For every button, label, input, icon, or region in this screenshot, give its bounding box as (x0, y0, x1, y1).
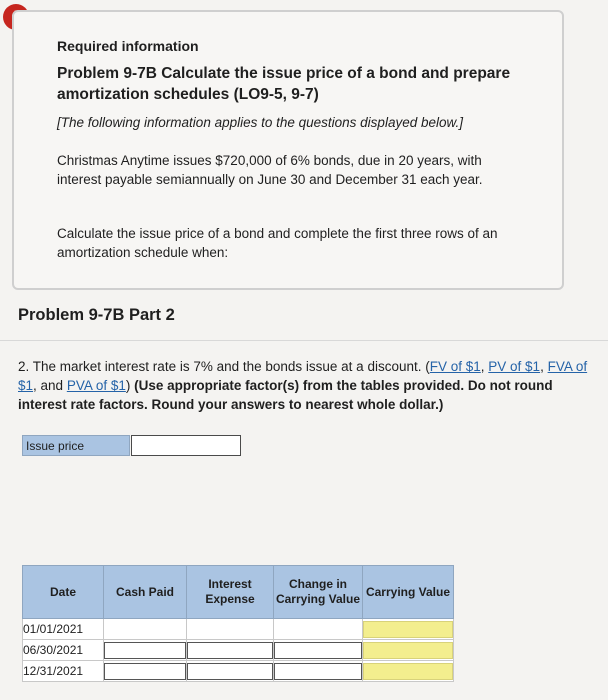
interest-expense-cell (187, 619, 274, 640)
carrying-value-input[interactable] (363, 640, 454, 661)
change-carrying-input[interactable] (274, 640, 363, 661)
amortization-table (22, 565, 454, 682)
issue-price-input[interactable] (131, 435, 241, 456)
fv-link[interactable]: FV of $1 (429, 359, 481, 374)
required-info-heading: Required information (57, 38, 199, 54)
divider (0, 340, 608, 341)
separator: , (540, 359, 548, 374)
question-text (18, 357, 598, 414)
pva-link[interactable]: PVA of $1 (66, 378, 126, 393)
header-change-carrying-value: Change in Carrying Value (274, 566, 363, 619)
change-carrying-cell (274, 619, 363, 640)
separator: , (480, 359, 489, 374)
table-row (23, 661, 454, 682)
date-cell: 12/31/2021 (23, 661, 104, 682)
header-interest-expense: Interest Expense (187, 566, 274, 619)
issue-price-label: Issue price (22, 435, 130, 456)
separator: , and (33, 378, 67, 393)
carrying-value-input[interactable] (363, 661, 454, 682)
table-row (23, 640, 454, 661)
table-header-row (23, 566, 454, 619)
part-title: Problem 9-7B Part 2 (18, 306, 175, 324)
calc-instruction: Calculate the issue price of a bond and complete the first three rows of an amortization schedule when: (57, 226, 498, 260)
table-row (23, 619, 454, 640)
problem-title: Problem 9-7B Calculate the issue price of a bond and prepare amortization schedules (LO9-5, 9-7) (57, 65, 511, 103)
header-carrying-value: Carrying Value (363, 566, 454, 619)
scenario-text: Christmas Anytime issues $720,000 of 6% bonds, due in 20 years, with interest payable semiannually on June 30 and December 31 each year. (57, 153, 483, 187)
question-lead: 2. The market interest rate is 7% and the bonds issue at a discount. ( (18, 359, 430, 374)
header-date: Date (23, 566, 104, 619)
pv-link[interactable]: PV of $1 (488, 359, 541, 374)
cash-paid-input[interactable] (104, 640, 187, 661)
info-note: [The following information applies to the questions displayed below.] (57, 115, 463, 130)
cash-paid-input[interactable] (104, 661, 187, 682)
carrying-value-input[interactable] (363, 619, 454, 640)
interest-expense-input[interactable] (187, 661, 274, 682)
date-cell: 01/01/2021 (23, 619, 104, 640)
cash-paid-cell (104, 619, 187, 640)
question-instruction: (Use appropriate factor(s) from the tables provided. Do not round interest rate factors. Round your answers to nearest whole dollar.) (18, 378, 553, 412)
change-carrying-input[interactable] (274, 661, 363, 682)
fva-link[interactable]: FVA of $1 (18, 359, 588, 393)
date-cell: 06/30/2021 (23, 640, 104, 661)
interest-expense-input[interactable] (187, 640, 274, 661)
header-cash-paid: Cash Paid (104, 566, 187, 619)
separator: ) (125, 378, 135, 393)
